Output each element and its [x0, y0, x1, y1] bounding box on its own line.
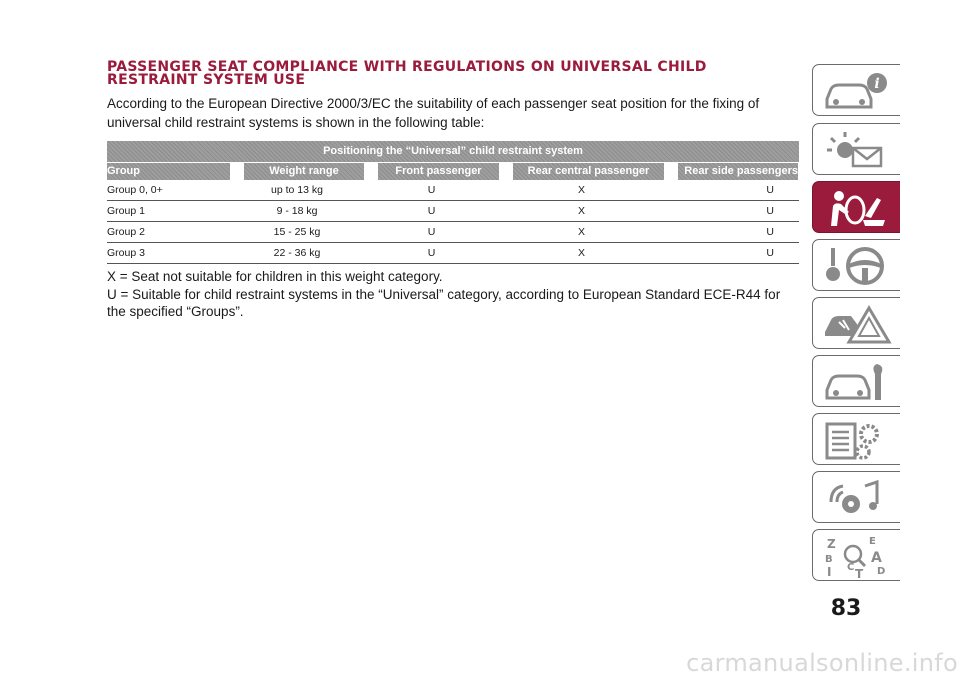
multimedia-icon	[819, 476, 893, 520]
cell-group: Group 0, 0+	[107, 184, 163, 196]
cell-rear-central: X	[577, 205, 585, 217]
tab-starting-driving[interactable]	[812, 239, 900, 291]
svg-text:I: I	[827, 565, 832, 578]
cell-group: Group 2	[107, 226, 145, 238]
watermark: carmanualsonline.info	[686, 649, 958, 677]
cell-front: U	[427, 205, 436, 217]
table-row	[107, 180, 799, 201]
page-number: 83	[830, 596, 862, 621]
intro-paragraph: According to the European Directive 2000/3/EC the suitability of each passenger seat position for the fixing of universal child restraint systems is shown in the following table:	[107, 96, 760, 130]
cell-rear-central: X	[577, 247, 585, 259]
cell-front: U	[427, 247, 436, 259]
tab-car-info[interactable]	[812, 64, 900, 116]
svg-text:B: B	[825, 554, 833, 565]
svg-text:E: E	[869, 536, 876, 547]
header-rear-central: Rear central passenger	[513, 163, 664, 180]
car-info-icon	[819, 69, 893, 113]
svg-text:Z: Z	[827, 537, 836, 551]
table-title: Positioning the “Universal” child restraint system	[107, 141, 799, 162]
car-maintenance-icon	[819, 360, 893, 404]
index-az-icon	[819, 534, 893, 578]
cell-group: Group 3	[107, 247, 145, 259]
technical-data-icon	[819, 418, 893, 462]
tab-warning-lights[interactable]	[812, 123, 900, 175]
key-steering-wheel-icon	[819, 244, 893, 288]
cell-rear-central: X	[577, 226, 585, 238]
tab-index[interactable]	[812, 529, 900, 581]
legend-notes	[107, 268, 799, 321]
cell-weight: up to 13 kg	[271, 184, 323, 196]
warning-lights-icon	[819, 128, 893, 172]
note-x: X = Seat not suitable for children in this weight category.	[107, 269, 443, 284]
header-front-passenger: Front passenger	[378, 163, 499, 180]
note-u: U = Suitable for child restraint systems in the “Universal” category, according to European Standard ECE-R44 for the specified “Groups”.	[107, 286, 781, 319]
cell-front: U	[427, 184, 436, 196]
header-rear-side: Rear side passengers	[678, 163, 798, 180]
cell-weight: 22 - 36 kg	[273, 247, 321, 259]
svg-text:D: D	[877, 566, 886, 577]
svg-text:T: T	[855, 567, 864, 578]
tab-multimedia[interactable]	[812, 471, 900, 523]
header-group: Group	[107, 163, 230, 180]
heading-line-2: RESTRAINT SYSTEM USE	[107, 72, 306, 88]
cell-rear-side: U	[766, 226, 774, 238]
heading-line-1: PASSENGER SEAT COMPLIANCE WITH REGULATIONS ON UNIVERSAL CHILD	[107, 59, 707, 75]
tab-safety[interactable]	[812, 181, 900, 233]
svg-text:A: A	[871, 550, 882, 566]
cell-rear-central: X	[577, 184, 585, 196]
cell-group: Group 1	[107, 205, 145, 217]
safety-airbag-icon	[819, 186, 893, 230]
table-row	[107, 222, 799, 243]
table-header-row	[107, 163, 799, 180]
emergency-warning-icon	[819, 302, 893, 346]
cell-rear-side: U	[766, 205, 774, 217]
header-weight-range: Weight range	[244, 163, 364, 180]
cell-weight: 9 - 18 kg	[276, 205, 318, 217]
table-row	[107, 201, 799, 222]
cell-rear-side: U	[766, 247, 774, 259]
cell-front: U	[427, 226, 436, 238]
svg-text:C: C	[847, 562, 855, 573]
tab-technical-data[interactable]	[812, 413, 900, 465]
table-row	[107, 243, 799, 264]
child-restraint-table	[107, 141, 799, 264]
tab-maintenance[interactable]	[812, 355, 900, 407]
section-heading	[107, 61, 797, 87]
tab-emergency[interactable]	[812, 297, 900, 349]
cell-rear-side: U	[766, 184, 774, 196]
svg-text:i: i	[874, 76, 880, 92]
cell-weight: 15 - 25 kg	[273, 226, 321, 238]
